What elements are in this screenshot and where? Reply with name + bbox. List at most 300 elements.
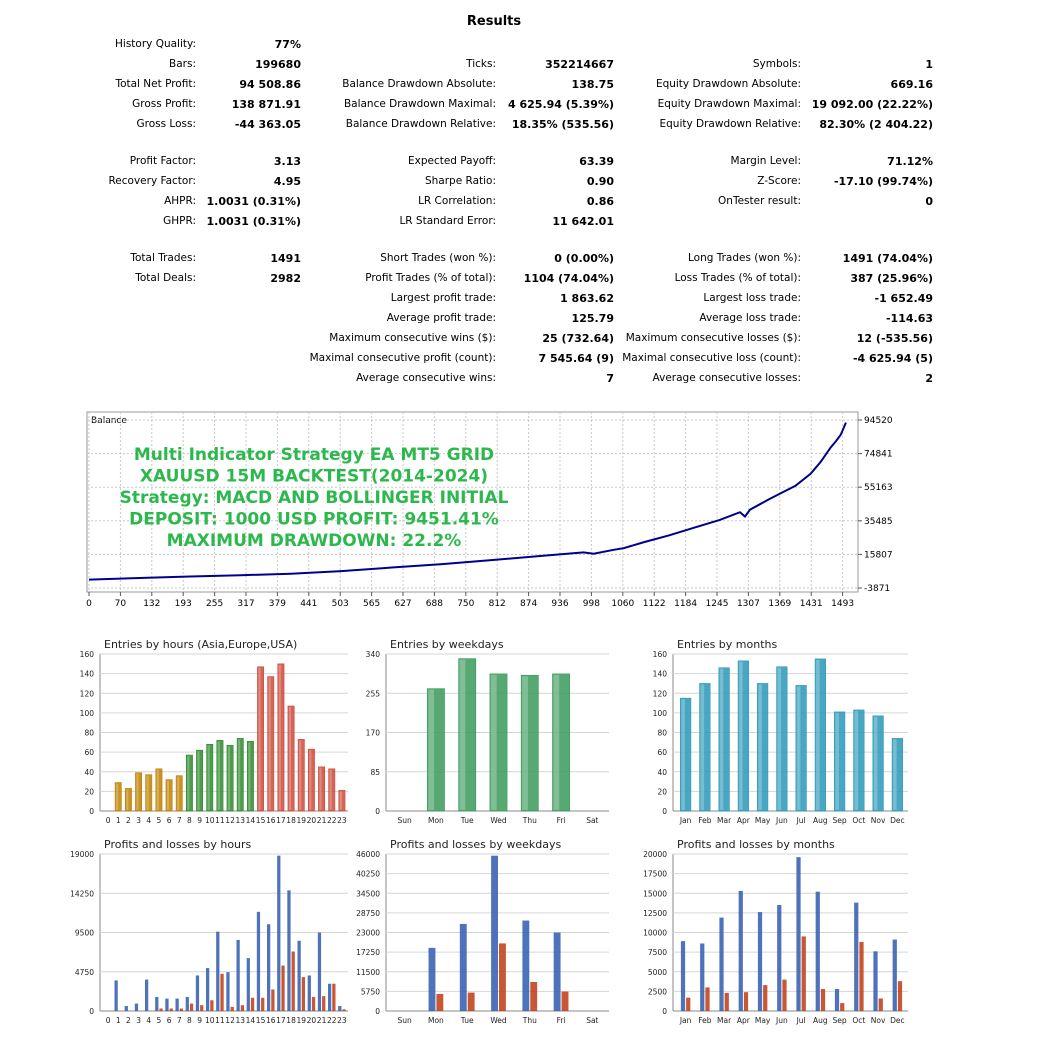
pl-by-weekdays-profit-bar <box>522 921 529 1011</box>
entries-by-hours-bar-highlight <box>309 750 311 810</box>
stat-value: -114.63 <box>885 312 933 325</box>
stat-value: 1491 <box>270 252 301 265</box>
balance-xtick-label: 874 <box>520 599 538 609</box>
entries-by-hours-bar <box>217 740 223 811</box>
entries-by-hours-xtick-label: 23 <box>337 816 347 825</box>
entries-by-hours-xtick-label: 22 <box>326 816 337 825</box>
pl-by-weekdays-ytick-label: 23000 <box>356 928 380 938</box>
stat-value: 19 092.00 (22.22%) <box>811 98 933 111</box>
stat-label: Largest loss trade: <box>703 292 801 304</box>
balance-xtick-label: 132 <box>143 599 161 609</box>
stat-value: 71.12% <box>887 155 933 168</box>
entries-by-months-ytick-label: 160 <box>652 650 667 659</box>
balance-xtick-label: 1307 <box>736 599 760 609</box>
stat-label: Maximum consecutive wins ($): <box>329 332 496 344</box>
entries-by-months-xtick-label: Dec <box>890 816 905 825</box>
entries-by-months-bar-highlight <box>720 669 724 810</box>
entries-by-hours-bar-highlight <box>136 774 138 810</box>
entries-by-hours-ytick-label: 100 <box>79 708 94 718</box>
stat-value: 4 625.94 (5.39%) <box>508 98 614 111</box>
pl-by-hours-profit-bar <box>297 941 300 1011</box>
stat-value: 82.30% (2 404.22) <box>819 118 933 131</box>
pl-by-months-loss-bar <box>821 989 825 1011</box>
pl-by-hours-loss-bar <box>322 996 325 1011</box>
stat-value: 1.0031 (0.31%) <box>206 215 301 228</box>
entries-by-months-ytick-label: 140 <box>652 669 667 679</box>
balance-annotation: MAXIMUM DRAWDOWN: 22.2% <box>166 531 462 551</box>
entries-by-hours-xtick-label: 6 <box>166 816 172 825</box>
stat-label: OnTester result: <box>718 195 801 207</box>
entries-by-hours-bar-highlight <box>340 791 342 810</box>
stat-label: Sharpe Ratio: <box>424 175 496 187</box>
entries-by-hours-bar-highlight <box>330 770 332 810</box>
entries-by-hours-xtick-label: 17 <box>276 816 286 825</box>
stat-label: GHPR: <box>163 215 196 227</box>
entries-by-weekdays-xtick-label: Sat <box>586 816 599 825</box>
stat-value: 352214667 <box>545 58 614 71</box>
entries-by-months-bar-highlight <box>816 660 820 810</box>
entries-by-months-ytick-label: 0 <box>662 807 667 816</box>
entries-by-months-bar-highlight <box>681 699 685 810</box>
pl-by-hours-profit-bar <box>277 856 280 1011</box>
stat-label: Total Trades: <box>130 252 196 264</box>
stat-label: Profit Trades (% of total): <box>365 272 496 284</box>
pl-by-weekdays-xtick-label: Sat <box>586 1016 599 1025</box>
entries-by-hours-ytick-label: 120 <box>79 689 94 699</box>
pl-by-hours-xtick-label: 8 <box>187 1016 192 1025</box>
entries-by-hours-ytick-label: 20 <box>84 787 94 797</box>
balance-xtick-label: 812 <box>488 599 506 609</box>
entries-by-hours-bar <box>247 741 253 811</box>
entries-by-hours-xtick-label: 9 <box>197 816 202 825</box>
pl-by-weekdays-xtick-label: Wed <box>490 1016 507 1025</box>
entries-by-hours-bar <box>196 750 202 811</box>
entries-by-weekdays-xtick-label: Sun <box>397 816 412 825</box>
pl-by-hours-loss-bar <box>180 1009 183 1011</box>
entries-by-weekdays-ytick-label: 255 <box>365 689 380 699</box>
entries-by-hours-bar-highlight <box>279 665 281 810</box>
pl-by-months-profit-bar <box>816 892 820 1011</box>
balance-xtick-label: 1493 <box>831 599 855 609</box>
pl-by-hours-profit-bar <box>216 932 219 1011</box>
stat-label: Margin Level: <box>730 155 801 167</box>
pl-by-hours-xtick-label: 20 <box>306 1016 317 1025</box>
entries-by-hours-bar <box>237 738 243 811</box>
pl-by-hours-ytick-label: 9500 <box>74 928 94 938</box>
pl-by-hours-profit-bar <box>308 975 311 1011</box>
entries-by-hours-xtick-label: 4 <box>146 816 152 825</box>
stat-value: 138 871.91 <box>231 98 301 111</box>
stat-value: 2 <box>925 372 933 385</box>
entries-by-months-ytick-label: 60 <box>657 748 667 758</box>
entries-by-hours-ytick-label: 140 <box>79 669 94 679</box>
pl-by-hours-profit-bar <box>318 933 321 1012</box>
pl-by-hours-loss-bar <box>251 998 254 1011</box>
stat-label: Average consecutive losses: <box>652 372 801 384</box>
pl-by-hours-xtick-label: 0 <box>105 1016 111 1025</box>
entries-by-months-ytick-label: 100 <box>652 708 667 718</box>
entries-by-hours-bar-highlight <box>248 742 250 810</box>
pl-by-hours-loss-bar <box>332 984 335 1011</box>
pl-by-hours-xtick-label: 15 <box>255 1016 266 1025</box>
pl-by-hours-loss-bar <box>271 990 274 1011</box>
pl-by-months-ytick-label: 5000 <box>647 967 667 977</box>
pl-by-months-ytick-label: 17500 <box>643 869 667 879</box>
balance-annotation: XAUUSD 15M BACKTEST(2014-2024) <box>139 466 489 487</box>
pl-by-weekdays-loss-bar <box>530 982 537 1011</box>
stat-value: 1 <box>925 58 933 71</box>
entries-by-hours-bar <box>318 767 324 811</box>
balance-xtick-label: 1369 <box>768 599 792 609</box>
balance-xtick-label: 0 <box>86 599 92 609</box>
entries-by-months-xtick-label: May <box>754 816 771 825</box>
pl-by-weekdays-ytick-label: 28750 <box>356 908 380 918</box>
stat-label: Symbols: <box>752 58 801 70</box>
stat-label: Largest profit trade: <box>390 292 496 304</box>
pl-by-weekdays-ytick-label: 17250 <box>356 948 380 958</box>
entries-by-hours-bar-highlight <box>218 741 220 810</box>
entries-by-hours-bar <box>176 776 182 811</box>
entries-by-months-xtick-label: Jun <box>776 816 788 825</box>
pl-by-weekdays-xtick-label: Fri <box>556 1016 566 1025</box>
balance-xtick-label: 936 <box>551 599 569 609</box>
entries-by-hours-xtick-label: 0 <box>105 816 111 825</box>
balance-ytick-label: 35485 <box>864 516 893 527</box>
balance-ytick-label: 15807 <box>864 550 893 561</box>
pl-by-hours-xtick-label: 7 <box>176 1016 182 1025</box>
stat-value: 2982 <box>270 272 301 285</box>
entries-by-weekdays-ytick-label: 0 <box>375 807 380 816</box>
entries-by-months-bar-highlight <box>701 684 705 810</box>
entries-by-weekdays-ytick-label: 170 <box>365 728 380 738</box>
stat-label: Average consecutive wins: <box>356 372 496 384</box>
stat-value: 0.86 <box>586 195 614 208</box>
pl-by-hours-profit-bar <box>257 912 260 1011</box>
pl-by-months-profit-bar <box>873 951 877 1011</box>
entries-by-months-bar-highlight <box>778 668 782 810</box>
pl-by-months-loss-bar <box>744 992 748 1011</box>
pl-by-weekdays-xtick-label: Tue <box>460 1016 474 1025</box>
pl-by-months-ytick-label: 20000 <box>643 850 667 859</box>
balance-ytick-label: 94520 <box>864 416 893 426</box>
balance-xtick-label: 1184 <box>674 599 698 609</box>
pl-by-months-xtick-label: Nov <box>870 1016 886 1025</box>
pl-by-hours-loss-bar <box>190 1004 193 1011</box>
entries-by-hours-xtick-label: 15 <box>255 816 266 825</box>
entries-by-hours-bar <box>166 780 172 811</box>
pl-by-hours-title: Profits and losses by hours <box>104 838 252 851</box>
pl-by-months-xtick-label: May <box>754 1016 771 1025</box>
entries-by-hours-bar <box>125 788 131 811</box>
stat-label: Bars: <box>169 58 196 70</box>
pl-by-hours-loss-bar <box>281 966 284 1011</box>
stat-value: 669.16 <box>890 78 933 91</box>
entries-by-hours-xtick-label: 1 <box>115 816 121 825</box>
pl-by-weekdays-loss-bar <box>499 943 506 1011</box>
balance-xtick-label: 1431 <box>799 599 823 609</box>
stat-label: Gross Loss: <box>136 118 196 130</box>
pl-by-hours-profit-bar <box>236 940 239 1011</box>
pl-by-hours-xtick-label: 11 <box>215 1016 225 1025</box>
stat-value: -1 652.49 <box>874 292 933 305</box>
stat-label: Z-Score: <box>757 175 801 187</box>
entries-by-hours-bar <box>278 664 284 811</box>
entries-by-hours-bar-highlight <box>177 777 179 810</box>
entries-by-months-xtick-label: Jan <box>679 816 692 825</box>
pl-by-weekdays-profit-bar <box>429 948 436 1011</box>
pl-by-hours-profit-bar <box>287 890 290 1011</box>
pl-by-months-loss-bar <box>859 942 863 1011</box>
pl-by-months-loss-bar <box>879 998 883 1011</box>
pl-by-weekdays-ytick-label: 0 <box>375 1007 380 1016</box>
stat-value: 1 863.62 <box>560 292 614 305</box>
results-title: Results <box>466 14 522 29</box>
stat-value: 0 (0.00%) <box>554 252 614 265</box>
stat-label: LR Standard Error: <box>399 215 496 227</box>
pl-by-months-profit-bar <box>777 905 781 1011</box>
entries-by-months-ytick-label: 20 <box>657 787 667 797</box>
stat-label: Balance Drawdown Absolute: <box>342 78 496 90</box>
pl-by-hours-profit-bar <box>247 958 250 1011</box>
entries-by-hours-bar-highlight <box>187 756 189 810</box>
entries-by-hours-bar <box>227 745 233 811</box>
pl-by-hours-profit-bar <box>206 968 209 1011</box>
entries-by-months-bar-highlight <box>874 717 878 810</box>
stat-label: Gross Profit: <box>132 98 196 110</box>
pl-by-hours-profit-bar <box>338 1006 341 1011</box>
pl-by-weekdays-loss-bar <box>468 993 475 1011</box>
balance-xtick-label: 565 <box>363 599 381 609</box>
entries-by-hours-bar <box>207 744 213 811</box>
entries-by-months-ytick-label: 120 <box>652 689 667 699</box>
entries-by-hours-bar <box>135 773 141 811</box>
stat-label: Loss Trades (% of total): <box>674 272 801 284</box>
pl-by-months-loss-bar <box>725 993 729 1011</box>
balance-xtick-label: 1122 <box>642 599 666 609</box>
entries-by-hours-bar-highlight <box>147 776 149 810</box>
pl-by-hours-profit-bar <box>186 997 189 1011</box>
pl-by-hours-xtick-label: 21 <box>316 1016 327 1025</box>
entries-by-weekdays-xtick-label: Mon <box>428 816 444 825</box>
pl-by-months-loss-bar <box>705 987 709 1011</box>
pl-by-hours-loss-bar <box>210 1000 213 1011</box>
entries-by-hours-bar-highlight <box>228 746 230 810</box>
stat-label: Maximal consecutive profit (count): <box>309 352 496 364</box>
stat-value: 11 642.01 <box>552 215 614 228</box>
balance-ytick-label: -3871 <box>864 584 891 594</box>
entries-by-hours-bar-highlight <box>319 768 321 810</box>
pl-by-weekdays-ytick-label: 5750 <box>360 987 380 997</box>
entries-by-hours-bar-highlight <box>167 781 169 810</box>
entries-by-hours-ytick-label: 60 <box>84 748 94 758</box>
stat-value: 4.95 <box>273 175 301 188</box>
stat-label: Equity Drawdown Maximal: <box>657 98 801 110</box>
entries-by-hours-title: Entries by hours (Asia,Europe,USA) <box>104 638 298 651</box>
pl-by-hours-xtick-label: 6 <box>166 1016 172 1025</box>
entries-by-hours-bar <box>339 790 345 811</box>
balance-xtick-label: 255 <box>206 599 224 609</box>
pl-by-months-profit-bar <box>681 941 685 1011</box>
entries-by-hours-bar-highlight <box>197 751 199 810</box>
pl-by-months-xtick-label: Sep <box>832 1016 847 1025</box>
entries-by-months-bar-highlight <box>758 684 762 810</box>
entries-by-hours-xtick-label: 7 <box>176 816 182 825</box>
stat-value: -17.10 (99.74%) <box>833 175 933 188</box>
entries-by-hours-xtick-label: 18 <box>286 816 296 825</box>
entries-by-hours-xtick-label: 5 <box>156 816 162 825</box>
pl-by-months-loss-bar <box>763 985 767 1011</box>
entries-by-hours-ytick-label: 160 <box>79 650 94 659</box>
pl-by-hours-loss-bar <box>241 1005 244 1011</box>
stat-value: 1104 (74.04%) <box>523 272 614 285</box>
entries-by-weekdays-xtick-label: Tue <box>460 816 474 825</box>
pl-by-weekdays-xtick-label: Sun <box>397 1016 412 1025</box>
entries-by-hours-xtick-label: 19 <box>296 816 307 825</box>
pl-by-hours-ytick-label: 0 <box>89 1007 94 1016</box>
entries-by-hours-ytick-label: 80 <box>84 728 94 738</box>
stat-label: Ticks: <box>466 58 496 70</box>
balance-ytick-label: 74841 <box>864 449 893 460</box>
pl-by-months-loss-bar <box>782 980 786 1011</box>
pl-by-months-profit-bar <box>796 857 800 1011</box>
pl-by-hours-profit-bar <box>145 980 148 1011</box>
entries-by-hours-xtick-label: 8 <box>187 816 192 825</box>
pl-by-weekdays-profit-bar <box>491 856 498 1011</box>
stat-label: Equity Drawdown Absolute: <box>655 78 801 90</box>
entries-by-weekdays-xtick-label: Thu <box>522 816 537 825</box>
pl-by-hours-xtick-label: 23 <box>337 1016 347 1025</box>
stat-label: Total Net Profit: <box>115 78 196 90</box>
pl-by-hours-profit-bar <box>267 924 270 1011</box>
entries-by-months-bar-highlight <box>855 711 859 810</box>
pl-by-hours-ytick-label: 19000 <box>70 850 94 859</box>
entries-by-hours-xtick-label: 16 <box>265 816 276 825</box>
stat-value: 3.13 <box>273 155 301 168</box>
pl-by-hours-profit-bar <box>175 999 178 1011</box>
stat-value: 125.79 <box>571 312 614 325</box>
stat-label: Profit Factor: <box>129 155 196 167</box>
balance-annotation: Multi Indicator Strategy EA MT5 GRID <box>133 445 495 465</box>
pl-by-months-ytick-label: 15000 <box>643 889 667 899</box>
entries-by-hours-bar-highlight <box>126 789 128 810</box>
stat-label: Balance Drawdown Maximal: <box>343 98 496 110</box>
stat-label: Recovery Factor: <box>108 175 196 187</box>
stat-value: 199680 <box>255 58 301 71</box>
pl-by-hours-xtick-label: 2 <box>126 1016 131 1025</box>
stat-value: 63.39 <box>579 155 614 168</box>
balance-chart <box>0 405 1063 610</box>
pl-by-hours-ytick-label: 4750 <box>74 967 94 977</box>
entries-by-hours-bar <box>146 775 152 811</box>
entries-by-months-xtick-label: Aug <box>813 816 828 825</box>
stat-value: 25 (732.64) <box>542 332 614 345</box>
pl-by-hours-loss-bar <box>342 1009 345 1011</box>
pl-by-hours-ytick-label: 14250 <box>70 889 94 899</box>
stat-value: 0 <box>925 195 933 208</box>
stat-label: Expected Payoff: <box>407 155 496 167</box>
entries-by-months-xtick-label: Mar <box>717 816 732 825</box>
pl-by-hours-loss-bar <box>312 997 315 1011</box>
entries-by-months-bar-highlight <box>835 713 839 810</box>
pl-by-weekdays-title: Profits and losses by weekdays <box>390 838 562 851</box>
pl-by-weekdays-ytick-label: 40250 <box>356 869 380 879</box>
stat-label: Equity Drawdown Relative: <box>659 118 801 130</box>
entries-by-hours-bar <box>308 749 314 811</box>
balance-xtick-label: 317 <box>237 599 255 609</box>
pl-by-weekdays-xtick-label: Thu <box>522 1016 537 1025</box>
entries-by-hours-xtick-label: 21 <box>316 816 327 825</box>
entries-by-weekdays-bar-highlight <box>460 660 466 810</box>
entries-by-hours-xtick-label: 14 <box>245 816 256 825</box>
entries-by-months-bar-highlight <box>893 739 897 810</box>
pl-by-months-profit-bar <box>719 918 723 1011</box>
balance-xtick-label: 441 <box>300 599 318 609</box>
pl-by-hours-profit-bar <box>226 972 229 1011</box>
pl-by-weekdays-ytick-label: 11500 <box>356 967 380 977</box>
stat-value: 18.35% (535.56) <box>511 118 614 131</box>
entries-by-hours-bar <box>156 769 162 811</box>
pl-by-months-title: Profits and losses by months <box>677 838 835 851</box>
entries-by-hours-bar-highlight <box>157 770 159 810</box>
pl-by-months-xtick-label: Aug <box>813 1016 828 1025</box>
entries-by-months-xtick-label: Apr <box>736 816 750 825</box>
stat-value: 138.75 <box>571 78 614 91</box>
entries-by-hours-bar-highlight <box>269 678 271 810</box>
pl-by-months-ytick-label: 12500 <box>643 908 667 918</box>
entries-by-weekdays-xtick-label: Wed <box>490 816 507 825</box>
pl-by-months-profit-bar <box>835 989 839 1011</box>
pl-by-hours-xtick-label: 4 <box>146 1016 152 1025</box>
balance-xtick-label: 1245 <box>705 599 729 609</box>
entries-by-hours-bar-highlight <box>208 745 210 810</box>
pl-by-months-loss-bar <box>802 936 806 1011</box>
pl-by-hours-loss-bar <box>231 1007 234 1011</box>
balance-xtick-label: 688 <box>425 599 443 609</box>
balance-xtick-label: 379 <box>268 599 286 609</box>
entries-by-hours-bar <box>115 783 121 811</box>
stat-value: 12 (-535.56) <box>856 332 933 345</box>
pl-by-hours-xtick-label: 5 <box>156 1016 162 1025</box>
entries-by-hours-bar-highlight <box>238 739 240 810</box>
pl-by-hours-xtick-label: 18 <box>286 1016 296 1025</box>
entries-by-months-ytick-label: 80 <box>657 728 667 738</box>
pl-by-hours-xtick-label: 16 <box>265 1016 276 1025</box>
pl-by-hours-loss-bar <box>159 1009 162 1011</box>
entries-by-weekdays-bar-highlight <box>522 676 528 810</box>
stat-label: Average loss trade: <box>699 312 801 324</box>
entries-by-hours-bar <box>329 769 335 811</box>
pl-by-weekdays-loss-bar <box>436 994 443 1011</box>
pl-by-months-xtick-label: Jul <box>796 1016 806 1025</box>
pl-by-hours-xtick-label: 13 <box>235 1016 246 1025</box>
stat-value: 1491 (74.04%) <box>842 252 933 265</box>
stat-label: Maximal consecutive loss (count): <box>622 352 801 364</box>
balance-xtick-label: 193 <box>174 599 192 609</box>
entries-by-hours-xtick-label: 11 <box>215 816 225 825</box>
entries-by-months-xtick-label: Nov <box>870 816 886 825</box>
stat-label: Maximum consecutive losses ($): <box>625 332 801 344</box>
balance-xtick-label: 627 <box>394 599 412 609</box>
stat-value: 7 545.64 (9) <box>538 352 614 365</box>
pl-by-weekdays-ytick-label: 46000 <box>356 850 380 859</box>
entries-by-hours-bar <box>257 667 263 811</box>
pl-by-hours-xtick-label: 17 <box>276 1016 286 1025</box>
pl-by-weekdays-ytick-label: 34500 <box>356 889 380 899</box>
balance-annotation: DEPOSIT: 1000 USD PROFIT: 9451.41% <box>129 509 499 530</box>
entries-by-hours-bar-highlight <box>299 740 301 810</box>
entries-by-weekdays-title: Entries by weekdays <box>390 638 504 651</box>
entries-by-months-xtick-label: Feb <box>698 816 712 825</box>
